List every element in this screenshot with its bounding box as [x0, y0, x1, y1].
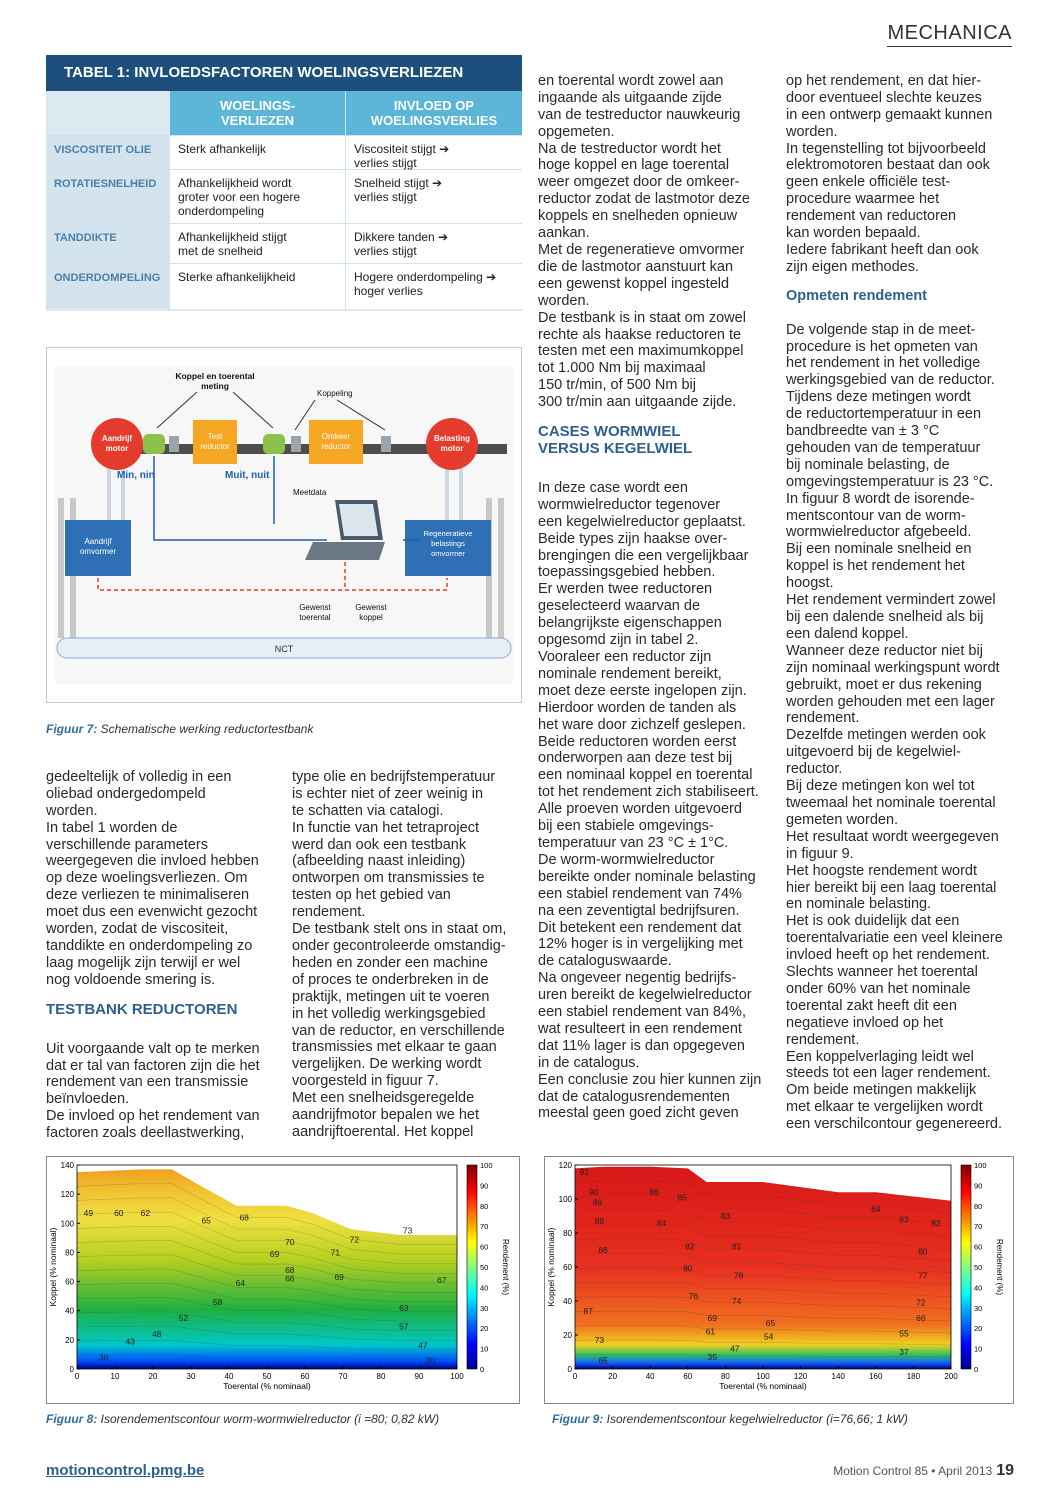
contour-label: 86	[598, 1245, 608, 1255]
text-column-1	[46, 752, 282, 1142]
aandrijf-omvormer-label: Aandrijf omvormer	[79, 537, 117, 556]
belasting-motor-label: Belasting motor	[433, 434, 471, 453]
colorbar-tick-label: 60	[974, 1242, 983, 1252]
contour-label: 65	[201, 1215, 211, 1226]
colorbar-label: Rendement (%)	[501, 1238, 510, 1296]
colorbar-tick-label: 30	[480, 1303, 489, 1313]
colorbar-tick-label: 80	[974, 1201, 983, 1211]
contour-label: 84	[656, 1217, 667, 1228]
colorbar-label: Rendement (%)	[995, 1238, 1004, 1296]
contour-label: 82	[931, 1217, 941, 1228]
contour-label: 81	[731, 1241, 742, 1252]
table-col-header: WOELINGS- VERLIEZEN	[170, 91, 346, 135]
y-tick-label: 20	[65, 1335, 74, 1345]
x-tick-label: 120	[793, 1372, 808, 1381]
contour-label: 58	[212, 1296, 223, 1307]
contour-label: 85	[677, 1192, 687, 1203]
contour-label: 30	[425, 1355, 436, 1366]
x-tick-label: 200	[944, 1372, 958, 1381]
contour-label: 60	[114, 1208, 124, 1219]
contour-label: 77	[918, 1270, 928, 1281]
section-label: MECHANICA	[887, 22, 1012, 47]
colorbar-tick-label: 100	[480, 1161, 493, 1170]
footer-issue: Motion Control 85 • April 2013 19	[833, 1462, 1014, 1479]
body-text: In deze case wordt een wormwielreductor tegenover een kegelwielreductor geplaatst. Beide types zijn haakse over- brengingen die een vergelijkbaar toepassingsgebied hebben. Er werden twee reductoren geselecteerd waarvan de belangrijkste eigenschappen opgesomd zijn in tabel 2. Vooraleer een reductor zijn nominale rendement bereikt, moet deze eerste ingelopen zijn. Hierdoor worden de tanden als het ware door zichzelf geslepen. Beide reductoren worden eerst onderworpen aan deze test bij een nominaal koppel en toerental tot het rendement zich stabiliseert. Alle proeven worden uitgevoerd bij een stabiele omgevings- temperatuur van 23 °C ± 1°C. De worm-wormwielreductor bereikte onder nominale belasting een stabiel rendement van 74% na een zeventigtal bedrijfsuren. Dit betekent een rendement dat 12% hoger is in vergelijking met de cataloguswaarde. Na ongeveer negentig bedrijfs- uren bereikt de kegelwielreductor een stabiel rendement van 84%, wat resulteert in een rendement dat 11% lager is dan opgegeven in de catalogus. Een conclusie zou hier kunnen zijn dat de catalogusrendementen meestal geen goed zicht geven	[538, 479, 762, 1122]
figure-7-caption: Figuur 7: Schematische werking reductortestbank	[46, 722, 314, 736]
y-tick-label: 80	[563, 1229, 572, 1238]
x-tick-label: 100	[450, 1372, 464, 1381]
table-cell: Viscositeit stijgt ➔ verlies stijgt	[354, 142, 450, 170]
figure-8-chart	[46, 1156, 520, 1404]
table-cell: Afhankelijkheid stijgt met de snelheid	[170, 224, 346, 263]
subheading: Opmeten rendement	[786, 287, 927, 304]
x-tick-label: 100	[756, 1372, 770, 1381]
x-tick-label: 140	[831, 1372, 845, 1381]
colorbar-tick-label: 50	[480, 1263, 489, 1272]
table-cell: VISCOSITEIT OLIE	[46, 136, 170, 169]
contour-label: 88	[594, 1216, 605, 1227]
y-tick-label: 0	[69, 1365, 74, 1374]
figure-7-diagram	[46, 347, 522, 703]
body-text: op het rendement, en dat hier- door eventueel slechte keuzes in een ontwerp gemaakt kunnen worden. In tegenstelling tot bijvoorbeeld elektromotoren bestaat dan ook geen enkele officiële test- procedure waarmee het rendement van reductoren kan worden bepaald. Iedere fabrikant heeft dan ook zijn eigen methodes.	[786, 72, 993, 275]
x-tick-label: 80	[720, 1372, 730, 1381]
contour-label: 83	[720, 1211, 731, 1221]
contour-label: 73	[402, 1225, 413, 1236]
min-nin-label: Min, nin	[117, 470, 155, 481]
contour-label: 66	[285, 1273, 295, 1284]
contour-label: 80	[918, 1246, 928, 1257]
section-heading: CASES WORMWIEL VERSUS KEGELWIEL	[538, 423, 693, 458]
x-tick-label: 60	[300, 1372, 310, 1381]
colorbar-tick-label: 80	[480, 1201, 489, 1211]
contour-label: 54	[763, 1331, 774, 1342]
table-row	[46, 169, 522, 223]
x-tick-label: 50	[262, 1372, 272, 1381]
colorbar-tick-label: 20	[974, 1324, 983, 1334]
section-heading: TESTBANK REDUCTOREN	[46, 1000, 238, 1018]
contour-label: 84	[871, 1204, 881, 1215]
x-tick-label: 20	[608, 1372, 618, 1381]
contour-label: 68	[285, 1264, 295, 1275]
contour-label: 61	[705, 1326, 716, 1337]
y-tick-label: 40	[563, 1297, 572, 1306]
test-reductor-label: Test reductor	[200, 432, 230, 451]
contour-label: 69	[707, 1313, 717, 1323]
meetdata-label: Meetdata	[293, 488, 327, 497]
contour-label: 48	[152, 1329, 162, 1340]
x-tick-label: 40	[224, 1372, 234, 1381]
y-tick-label: 120	[558, 1161, 572, 1170]
colorbar-tick-label: 100	[974, 1161, 987, 1170]
table-title: TABEL 1: INVLOEDSFACTOREN WOELINGSVERLIEZEN	[46, 55, 522, 91]
contour-label: 70	[285, 1237, 295, 1248]
regen-omvormer-label: Regeneratieve belastings omvormer	[423, 529, 473, 558]
colorbar-tick-label: 90	[480, 1181, 489, 1191]
x-tick-label: 0	[74, 1372, 80, 1381]
body-text: Uit voorgaande valt op te merken dat er tal van factoren zijn die het rendement van een transmissie beïnvloeden. De invloed op het rendement van factoren zoals deellastwerking,	[46, 1040, 260, 1142]
colorbar-tick-label: 30	[974, 1303, 983, 1313]
y-tick-label: 100	[558, 1195, 572, 1204]
y-tick-label: 0	[567, 1365, 572, 1374]
colorbar-tick-label: 20	[480, 1324, 489, 1334]
x-tick-label: 80	[376, 1372, 386, 1381]
x-tick-label: 70	[338, 1372, 348, 1381]
contour-label: 65	[765, 1318, 776, 1329]
contour-label: 47	[730, 1343, 740, 1354]
y-tick-label: 140	[60, 1161, 74, 1170]
koppel-meting-label: Koppel en toerental meting	[175, 371, 255, 391]
contour-label: 83	[899, 1214, 909, 1225]
contour-label: 57	[399, 1321, 409, 1332]
colorbar-tick-label: 0	[974, 1365, 979, 1374]
colorbar-tick-label: 90	[974, 1181, 983, 1191]
x-tick-label: 40	[645, 1372, 655, 1381]
colorbar-tick-label: 70	[974, 1222, 983, 1232]
y-tick-label: 60	[65, 1277, 74, 1287]
contour-label: 69	[269, 1248, 280, 1259]
contour-label: 47	[418, 1340, 428, 1351]
contour-label: 91	[579, 1166, 590, 1177]
table-cell: Afhankelijkheid wordt groter voor een hogere onderdompeling	[170, 170, 346, 223]
x-tick-label: 20	[148, 1372, 158, 1381]
contour-label: 64	[235, 1278, 246, 1289]
colorbar-tick-label: 50	[974, 1263, 983, 1272]
contour-label: 78	[733, 1270, 744, 1281]
contour-label: 62	[140, 1208, 151, 1219]
contour-label: 82	[684, 1241, 695, 1252]
x-tick-label: 30	[186, 1372, 196, 1381]
gewenst-koppel-label: Gewenst koppel	[355, 603, 387, 622]
y-axis-label: Koppel (% nominaal)	[48, 1227, 58, 1307]
colorbar-tick-label: 70	[480, 1222, 489, 1232]
colorbar-tick-label: 40	[974, 1283, 983, 1293]
contour-label: 67	[437, 1275, 447, 1286]
table-row	[46, 223, 522, 263]
body-text: De volgende stap in de meet- procedure is het opmeten van het rendement in het volledige werkingsgebied van de reductor. Tijdens deze metingen wordt de reductortemperatuur in een bandbreedte van ± 3 °C gehouden van de temperatuur bij nominale belasting, de omgevingstemperatuur is 23 °C. In figuur 8 wordt de isorende- mentscontour van de worm- wormwielreductor afgebeeld. Bij een nominale snelheid en koppel is het rendement het hoogst. Het rendement vermindert zowel bij een dalende snelheid als bij een dalend koppel. Wanneer deze reductor niet bij zijn nominaal werkingspunt wordt gebruikt, moet er dus rekening worden gehouden met een lager rendement. Dezelfde metingen werden ook uitgevoerd bij de kegelwiel- reductor. Bij deze metingen kon wel tot tweemaal het nominale toerental gemeten worden. Het resultaat wordt weergegeven in figuur 9. Het hoogste rendement wordt hier bereikt bij een laag toerental en nominale belasting. Het is ook duidelijk dat een toerentalvariatie een veel kleinere invloed heeft op het rendement. Slechts wanneer het toerental onder 60% van het nominale toerental zakt heeft dit een negatieve invloed op het rendement. Een koppelverlaging leidt wel steeds tot een lager rendement. Om beide metingen makkelijk met elkaar te vergelijken wordt een verschilcontour gegenereerd.	[786, 321, 1003, 1133]
contour-label: 43	[125, 1336, 135, 1347]
contour-label: 72	[349, 1234, 360, 1245]
koppeling-label: Koppeling	[317, 389, 353, 398]
table-cell: TANDDIKTE	[46, 224, 170, 263]
text-column-3	[538, 56, 774, 1122]
colorbar	[961, 1165, 971, 1369]
gewenst-toerental-label: Gewenst toerental	[299, 603, 331, 622]
text-column-4	[786, 56, 1014, 1133]
y-axis-label: Koppel (% nominaal)	[546, 1227, 556, 1307]
muit-nuit-label: Muit, nuit	[225, 470, 270, 481]
table-cell: Sterke afhankelijkheid	[170, 264, 346, 309]
contour-label: 71	[330, 1247, 341, 1258]
table-cell: ROTATIESNELHEID	[46, 170, 170, 223]
x-tick-label: 60	[683, 1372, 693, 1381]
table-cell: ONDERDOMPELING	[46, 264, 170, 309]
x-tick-label: 90	[414, 1372, 424, 1381]
x-tick-label: 160	[869, 1372, 883, 1381]
table-cell: Hogere onderdompeling ➔ hoger verlies	[354, 270, 497, 298]
contour-label: 49	[83, 1208, 94, 1219]
nct-label: NCT	[274, 644, 294, 654]
aandrijf-motor-label: Aandrijf motor	[101, 434, 133, 453]
figure-9-chart	[544, 1156, 1014, 1404]
y-tick-label: 20	[563, 1331, 572, 1340]
contour-label: 36	[98, 1352, 109, 1363]
y-tick-label: 100	[60, 1219, 74, 1229]
footer-url-link[interactable]: motioncontrol.pmg.be	[46, 1462, 205, 1479]
y-tick-label: 80	[65, 1248, 74, 1258]
body-text: type olie en bedrijfstemperatuur is echter niet of zeer weinig in te schatten via catalogi. In functie van het tetraproject werd dan ook een testbank (afbeelding naast inleiding) ontworpen om transmissies te testen op het gebied van rendement. De testbank stelt ons in staat om, onder gecontroleerde omstandig- heden en zonder een machine of proces te onderbreken in de praktijk, metingen uit te voeren in het volledig werkingsgebied van de reductor, en verschillende transmissies met elkaar te gaan vergelijken. De werking wordt voorgesteld in figuur 7. Met een snelheidsgeregelde aandrijfmotor bepalen we het aandrijftoerental. Het koppel	[292, 768, 507, 1140]
contour-label: 80	[683, 1263, 693, 1274]
table-row	[46, 135, 522, 169]
contour-label: 87	[583, 1306, 593, 1317]
y-tick-label: 120	[60, 1190, 74, 1200]
colorbar-tick-label: 0	[480, 1365, 485, 1374]
x-axis-label: Toerental (% nominaal)	[719, 1381, 807, 1391]
page-number: 19	[996, 1462, 1014, 1479]
contour-label: 37	[899, 1347, 909, 1357]
table-cell: Sterk afhankelijk	[170, 136, 346, 169]
contour-label: 66	[916, 1313, 926, 1323]
contour-label: 63	[399, 1302, 409, 1313]
colorbar	[467, 1165, 477, 1369]
table-col-header: INVLOED OP WOELINGSVERLIES	[370, 98, 498, 128]
figure-9-caption: Figuur 9: Isorendementscontour kegelwielreductor (i=76,66; 1 kW)	[552, 1412, 908, 1426]
contour-label: 69	[334, 1272, 344, 1283]
contour-label: 76	[688, 1290, 699, 1301]
x-axis-label: Toerental (% nominaal)	[223, 1381, 311, 1391]
contour-label: 68	[239, 1212, 249, 1223]
contour-label: 52	[178, 1313, 189, 1323]
y-tick-label: 40	[65, 1306, 74, 1316]
table-row	[46, 263, 522, 309]
contour-label: 89	[592, 1197, 603, 1208]
colorbar-tick-label: 10	[480, 1344, 489, 1354]
omkeer-reductor-label: Omkeer reductor	[321, 432, 351, 451]
x-tick-label: 180	[906, 1372, 921, 1381]
body-text: en toerental wordt zowel aan ingaande als uitgaande zijde van de testreductor nauwkeurig opgemeten. Na de testreductor wordt het hoge koppel en lage toerental weer omgezet door de omkeer- reductor zodat de lastmotor deze koppels en snelheden opnieuw aankan. Met de regeneratieve omvormer die de lastmotor aanstuurt kan een gewenst koppel ingesteld worden. De testbank is in staat om zowel rechte als haakse reductoren te testen met een maximumkoppel tot 1.000 Nm bij maximaal 150 tr/min, of 500 Nm bij 300 tr/min aan uitgaande zijde.	[538, 72, 750, 411]
colorbar-tick-label: 60	[480, 1242, 489, 1252]
contour-label: 35	[707, 1352, 717, 1363]
table-1	[46, 55, 522, 311]
x-tick-label: 0	[572, 1372, 578, 1381]
contour-label: 72	[916, 1297, 926, 1308]
contour-label: 90	[589, 1187, 599, 1198]
text-column-2	[292, 752, 528, 1141]
contour-label: 74	[731, 1296, 742, 1306]
contour-label: 73	[594, 1335, 605, 1346]
contour-label: 65	[598, 1355, 608, 1366]
x-tick-label: 10	[110, 1372, 120, 1381]
figure-8-caption: Figuur 8: Isorendementscontour worm-wormwielreductor (i =80; 0,82 kW)	[46, 1412, 440, 1426]
colorbar-tick-label: 10	[974, 1344, 983, 1354]
contour-label: 55	[899, 1328, 909, 1339]
table-cell: Snelheid stijgt ➔ verlies stijgt	[354, 176, 443, 204]
colorbar-tick-label: 40	[480, 1283, 489, 1293]
table-header	[46, 91, 522, 135]
body-text: gedeeltelijk of volledig in een oliebad ondergedompeld worden. In tabel 1 worden de verschillende parameters weergegeven die invloed hebben op deze woelingsverliezen. Om deze verliezen te minimaliseren moet dus een evenwicht gezocht worden, zodat de viscositeit, tanddikte en onderdompeling zo laag mogelijk zijn terwijl er wel nog voldoende smering is.	[46, 768, 259, 988]
contour-label: 86	[649, 1187, 659, 1198]
table-cell: Dikkere tanden ➔ verlies stijgt	[354, 230, 449, 258]
y-tick-label: 60	[563, 1263, 572, 1272]
